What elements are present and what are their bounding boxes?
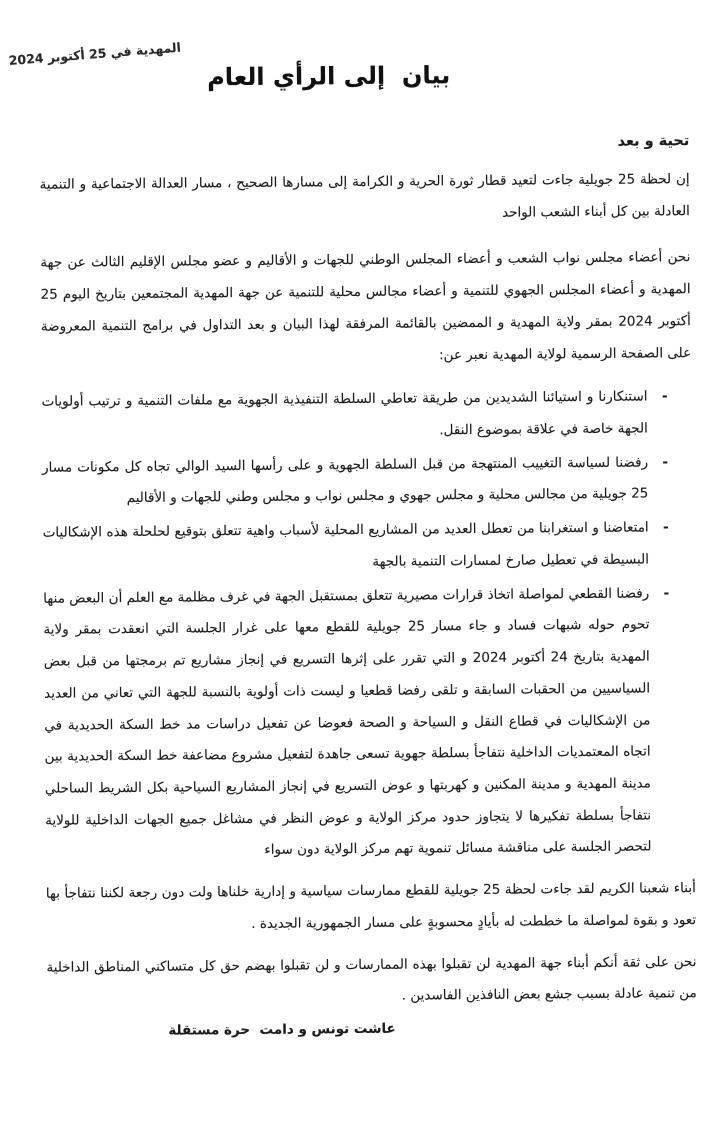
list-item: [42, 382, 677, 451]
list-item: [44, 512, 679, 581]
list-item: [43, 447, 678, 516]
bullet-text: رفضنا القطعي لمواصلة اتخاذ قرارات مصيرية تتعلق بمستقبل الجهة في غرف مظلمة مع العلم أن البعض منها تحوم حوله شبهات فساد و جاء مسار 25 جويلية للقطع معها على غرار الجلسة التي انعقدت بمقر ولاية المهدية بتاريخ 24 أكتوبر 2024 و التي تقرر على إثرها التسريع في إنجاز مشاريع تم برمجتها من قبل بعض السياسيين من الحقبات السابقة و تلقى رفضا قطعيا و ليست ذات أولوية بالنسبة للجهة التي تعاني من العديد من الإشكاليات في قطاع النقل و السياحة و الصحة فعوضا عن تفعيل دراسات مد خط السكة الحديدية في اتجاه المعتمديات الداخلية نتفاجأ بسلطة جهوية تسعى جاهدة لتفعيل مشروع مضاعفة خط السكة الحديدية بين مدينة المهدية و مدينة المكنين و كهربتها و عوض التسريع في إنجاز المشاريع السياحية بكل الشريط الساحلي نتفاجأ بسلطة تفكيرها لا يتجاوز حدود مركز الولاية و عوض النظر في مشاغل جميع الجهات الداخلية للولاية لتحصر الجلسة على مناقشة مسائل تنموية تهم مركز الولاية دون سواء: [44, 585, 653, 859]
bullet-text: امتعاضنا و استغرابنا من تعطل العديد من المشاريع المحلية لأسباب واهية تتعلق بتوقيع لحلحلة هذه الإشكاليات البسيطة في تعطيل صارخ لمسارات التنمية بالجهة: [43, 519, 651, 570]
bullet-marker: -: [663, 454, 670, 471]
demands-list: [42, 381, 696, 868]
closing-paragraph-1: أبناء شعبنا الكريم لقد جاءت لحظة 25 جويلية للقطع ممارسات سياسية و إدارية خلناها ولت دون رجعة لكننا نتفاجأ بها تعود و بقوة لمواصلة ما خططت له بأيادٍ محسوبةٍ على مسار الجمهورية الجديدة .: [46, 880, 698, 932]
bullet-marker: -: [663, 519, 670, 536]
intro-paragraph: إن لحظة 25 جويلية جاءت لتعيد قطار ثورة الحرية و الكرامة إلى مسارها الصحيح ، مسار العدالة الاجتماعية و التنمية العادلة بين كل أبناء الشعب الواحد: [40, 171, 691, 221]
bullet-text: رفضنا لسياسة التغييب المنتهجة من قبل السلطة الجهوية و على رأسها السيد الوالي تجاه كل مكونات مسار 25 جويلية من مجالس محلية و مجلس جهوي و مجلس نواب و مجلس وطني للجهات و الأقاليم: [43, 454, 650, 507]
dateline: المهدية في 25 أكتوبر 2024: [9, 39, 183, 69]
list-item: [44, 578, 680, 869]
council-paragraph: نحن أعضاء مجلس نواب الشعب و أعضاء المجلس الوطني للجهات و الأقاليم و عضو مجلس الإقليم الثالث عن جهة المهدية و أعضاء المجلس الجهوي للتنمية و أعضاء مجالس محلية للتنمية عن جهة المهدية المجتمعين بتاريخ اليوم 25 أكتوبر 2024 بمقر ولاية المهدية و الممضين بالقائمة المرفقة لهذا البيان و بعد التداول في برامج التنمية المعروضة على الصفحة الرسمية لولاية المهدية نعبر عن:: [41, 249, 693, 363]
bullet-marker: -: [662, 388, 669, 405]
bullet-marker: -: [664, 584, 671, 601]
page-title: بيان إلى الرأي العام: [208, 61, 452, 92]
slogan: عاشت تونس و دامت حرة مستقلة: [169, 1020, 397, 1039]
bullet-text: استنكارنا و استيائنا الشديدين من طريقة تعاطي السلطة التنفيذية الجهوية مع ملفات التنمية و ترتيب أولويات الجهة خاصة في علاقة بموضوع النقل.: [42, 388, 649, 439]
closing-paragraph-2: نحن على ثقة أنكم أبناء جهة المهدية لن تقبلوا بهذه الممارسات و لن تقبلوا بهضم حق كل متساكني المناطق الداخلية من تنمية عادلة بسبب جشع بعض النافذين الفاسدين .: [47, 953, 698, 1004]
greeting: تحية و بعد: [618, 133, 691, 150]
